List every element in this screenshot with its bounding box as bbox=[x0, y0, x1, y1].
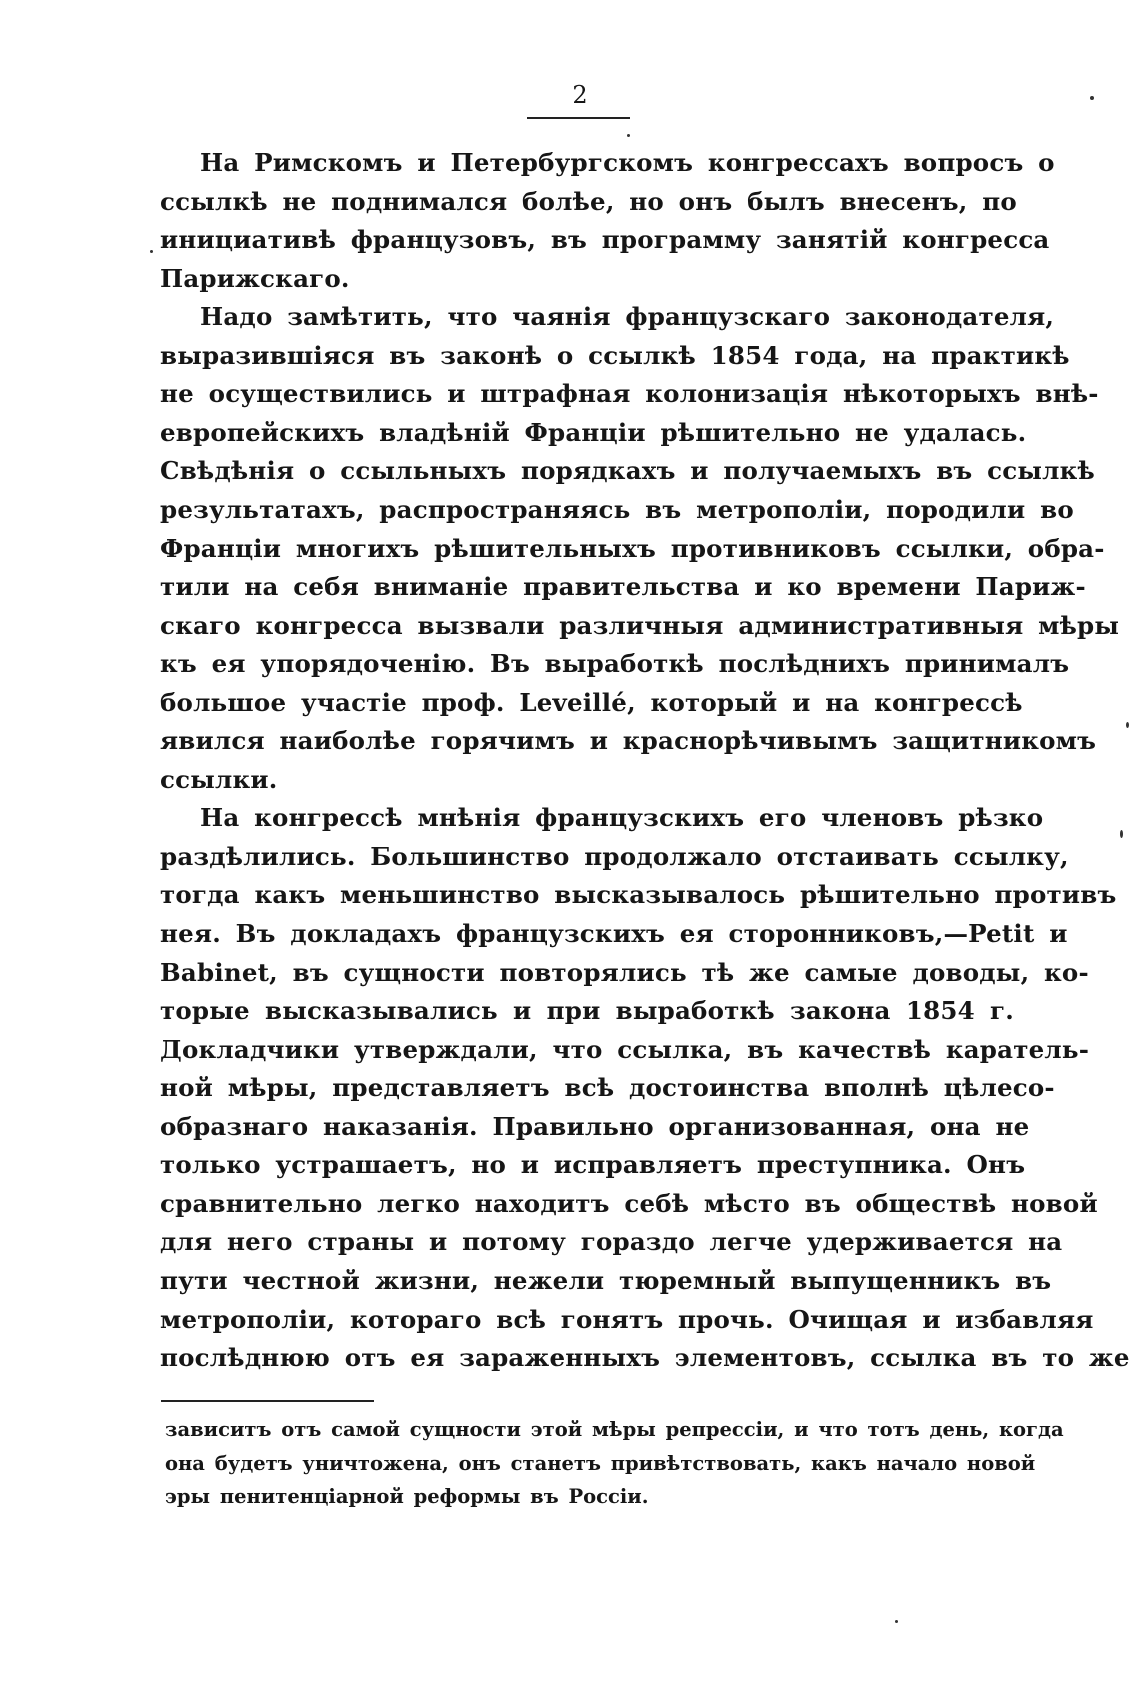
text-line: На конгрессѣ мнѣнія французскихъ его членовъ рѣзко bbox=[200, 803, 1044, 833]
text-line: только устрашаетъ, но и исправляетъ преступника. Онъ bbox=[160, 1150, 1026, 1180]
scan-speck bbox=[1090, 96, 1094, 100]
footnote-line: эры пенитенціарной реформы въ Россіи. bbox=[165, 1485, 649, 1508]
text-line: метрополіи, котораго всѣ гонятъ прочь. Очищая и избавляя bbox=[160, 1304, 1094, 1334]
text-line: раздѣлились. Большинство продолжало отстаивать ссылку, bbox=[160, 841, 1069, 871]
page-number-rule bbox=[527, 117, 630, 119]
text-line: результатахъ, распространяясь въ метрополіи, породили во bbox=[160, 494, 1074, 524]
text-line: тили на себя вниманіе правительства и ко времени Париж- bbox=[160, 572, 1086, 601]
text-line: скаго конгресса вызвали различныя административныя мѣры bbox=[160, 610, 1120, 640]
text-line: ссылки. bbox=[160, 764, 278, 794]
footnote-separator bbox=[161, 1400, 374, 1402]
text-line: послѣднюю отъ ея зараженныхъ элементовъ, ссылка въ то же bbox=[160, 1343, 1130, 1372]
footnote-line: зависитъ отъ самой сущности этой мѣры репрессіи, и что тотъ день, когда bbox=[165, 1418, 1064, 1441]
scan-speck bbox=[627, 134, 630, 137]
text-line: сравнительно легко находитъ себѣ мѣсто въ обществѣ новой bbox=[160, 1188, 1098, 1218]
text-line: къ ея упорядоченію. Въ выработкѣ послѣднихъ принималъ bbox=[160, 649, 1070, 679]
text-line: явился наиболѣе горячимъ и краснорѣчивымъ защитникомъ bbox=[160, 726, 1097, 756]
text-line: торые высказывались и при выработкѣ закона 1854 г. bbox=[160, 996, 1014, 1026]
scan-speck bbox=[150, 250, 153, 253]
text-line: не осуществились и штрафная колонизація нѣкоторыхъ внѣ- bbox=[160, 379, 1099, 409]
scan-speck bbox=[895, 1620, 898, 1623]
text-line: Докладчики утверждали, что ссылка, въ качествѣ каратель- bbox=[160, 1034, 1090, 1064]
text-line: образнаго наказанія. Правильно организованная, она не bbox=[160, 1111, 1030, 1141]
text-line: большое участіе проф. Leveillé, который и на конгрессѣ bbox=[160, 687, 1023, 717]
text-line: ной мѣры, представляетъ всѣ достоинства вполнѣ цѣлесо- bbox=[160, 1073, 1055, 1103]
text-line: для него страны и потому гораздо легче удерживается на bbox=[160, 1227, 1063, 1257]
footnote-line: она будетъ уничтожена, онъ станетъ привѣтствовать, какъ начало новой bbox=[165, 1451, 1036, 1475]
text-line: пути честной жизни, нежели тюремный выпущенникъ въ bbox=[160, 1265, 1052, 1295]
scan-speck bbox=[1126, 722, 1129, 728]
text-line: ссылкѣ не поднимался болѣе, но онъ былъ внесенъ, по bbox=[160, 186, 1017, 216]
text-line: тогда какъ меньшинство высказывалось рѣшительно противъ bbox=[160, 880, 1117, 910]
scan-speck bbox=[1120, 830, 1123, 838]
page-number: 2 bbox=[572, 81, 588, 109]
text-line: Франціи многихъ рѣшительныхъ противниковъ ссылки, обра- bbox=[160, 533, 1105, 563]
text-line: Парижскаго. bbox=[160, 263, 350, 293]
text-line: Свѣдѣнія о ссыльныхъ порядкахъ и получаемыхъ въ ссылкѣ bbox=[160, 456, 1095, 486]
text-line: европейскихъ владѣній Франціи рѣшительно не удалась. bbox=[160, 417, 1027, 447]
text-line: Babinet, въ сущности повторялись тѣ же самые доводы, ко- bbox=[160, 957, 1089, 987]
text-line: нея. Въ докладахъ французскихъ ея сторонниковъ,—Petit и bbox=[160, 919, 1068, 948]
text-line: выразившіяся въ законѣ о ссылкѣ 1854 года, на практикѣ bbox=[160, 340, 1070, 370]
text-line: инициативѣ французовъ, въ программу занятій конгресса bbox=[160, 225, 1050, 255]
text-line: На Римскомъ и Петербургскомъ конгрессахъ вопросъ о bbox=[200, 148, 1055, 177]
text-line: Надо замѣтить, что чаянія французскаго законодателя, bbox=[200, 302, 1055, 332]
